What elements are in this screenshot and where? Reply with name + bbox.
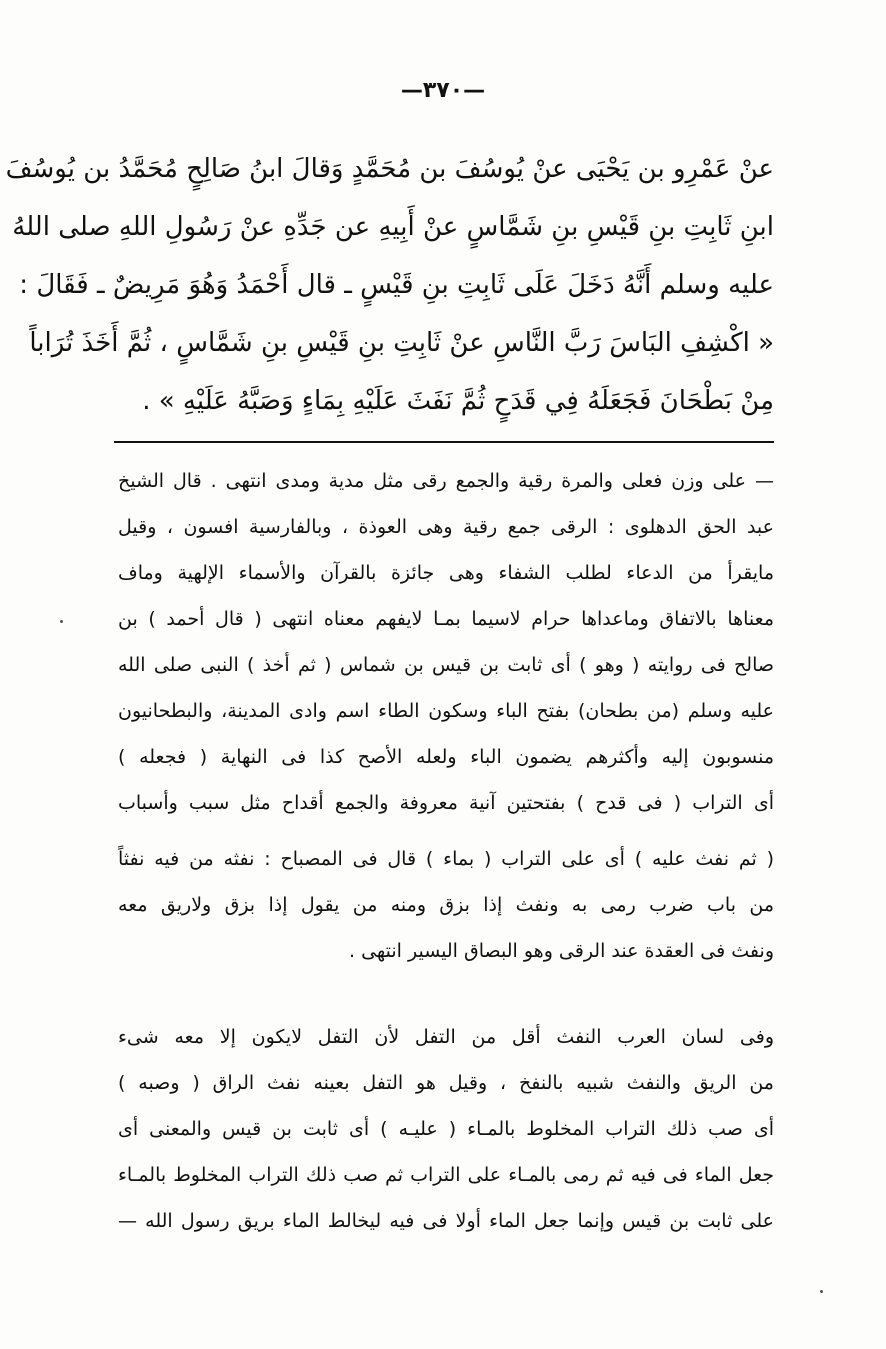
commentary-line: منسوبون إليه وأكثرهم يضمون الباء ولعله الأصح كذا فى النهاية ( فجعله ) — [118, 746, 774, 768]
commentary-line: أى التراب ( فى قدح ) بفتحتين آنية معروفة والجمع أقداح مثل سبب وأسباب — [118, 792, 774, 814]
commentary-line: معناها بالاتفاق وماعداها حرام لاسيما بمـا لايفهم معناه انتهى ( قال أحمد ) بن — [118, 608, 774, 630]
hadith-text — [5, 140, 774, 430]
hadith-line: ابنِ ثَابِتِ بنِ قَيْسِ بنِ شَمَّاسٍ عنْ أَبِيهِ عن جَدِّهِ عنْ رَسُولِ اللهِ صلى اللهُ — [12, 212, 774, 242]
commentary-line: جعل الماء فى فيه ثم رمى بالمـاء على التراب ثم صب ذلك التراب المخلوط بالمـاء — [118, 1164, 774, 1186]
commentary-line: ( ثم نفث عليه ) أى على التراب ( بماء ) قال فى المصباح : نفثه من فيه نفثاً — [118, 848, 774, 870]
commentary-block — [118, 1014, 774, 1244]
scan-speck — [60, 620, 63, 623]
scan-speck — [820, 1290, 823, 1293]
hadith-line: عليه وسلم أَنَّهُ دَخَلَ عَلَى ثَابِتِ بنِ قَيْسٍ ـ قال أَحْمَدُ وَهُوَ مَرِيضٌ ـ فَقَالَ : — [19, 270, 774, 300]
page-number: —٣٧٠— — [400, 78, 486, 103]
footnote-divider — [114, 441, 774, 443]
commentary-line: — على وزن فعلى والمرة رقية والجمع رقى مثل مدية ومدى انتهى . قال الشيخ — [118, 470, 774, 492]
commentary-line: وفى لسان العرب النفث أقل من التفل لأن التفل لايكون إلا معه شىء — [118, 1026, 774, 1048]
commentary-line: ونفث فى العقدة عند الرقى وهو البصاق اليسير انتهى . — [348, 940, 774, 962]
commentary-line: على ثابت بن قيس وإنما جعل الماء أولا فى فيه ليخالط الماء بريق رسول الله — — [118, 1210, 774, 1232]
commentary-block — [118, 458, 774, 974]
commentary-line: صالح فى روايته ( وهو ) أى ثابت بن قيس بن شماس ( ثم أخذ ) النبى صلى الله — [118, 654, 774, 676]
commentary-line: من باب ضرب رمى به ونفث إذا بزق ومنه من يقول إذا بزق ولاريق معه — [118, 894, 774, 916]
commentary-line: عبد الحق الدهلوى : الرقى جمع رقية وهى العوذة ، وبالفارسية افسون ، وقيل — [118, 516, 774, 538]
commentary-line: مايقرأ من الدعاء لطلب الشفاء وهى جائزة بالقرآن والأسماء الإلهية وماف — [118, 562, 774, 584]
hadith-line: عنْ عَمْرِو بن يَحْيَى عنْ يُوسُفَ بن مُحَمَّدٍ وَقالَ ابنُ صَالِحٍ مُحَمَّدُ بن يُوسُفَ — [5, 154, 774, 184]
commentary-line: عليه وسلم (من بطحان) بفتح الباء وسكون الطاء اسم وادى المدينة، والبطحانيون — [118, 700, 774, 722]
hadith-line: « اكْشِفِ البَاسَ رَبَّ النَّاسِ عنْ ثَابِتِ بنِ قَيْسِ بنِ شَمَّاسٍ ، ثُمَّ أَخَذَ تُرَاباً — [29, 328, 774, 358]
commentary-line: من الريق والنفث شبيه بالنفخ ، وقيل هو التفل بعينه نفث الراق ( وصبه ) — [118, 1072, 774, 1094]
commentary-line: أى صب ذلك التراب المخلوط بالمـاء ( عليـه ) أى ثابت بن قيس والمعنى أى — [118, 1118, 774, 1140]
hadith-line: مِنْ بَطْحَانَ فَجَعَلَهُ فِي قَدَحٍ ثُمَّ نَفَثَ عَلَيْهِ بِمَاءٍ وَصَبَّهُ عَلَيْهِ » . — [142, 386, 774, 416]
